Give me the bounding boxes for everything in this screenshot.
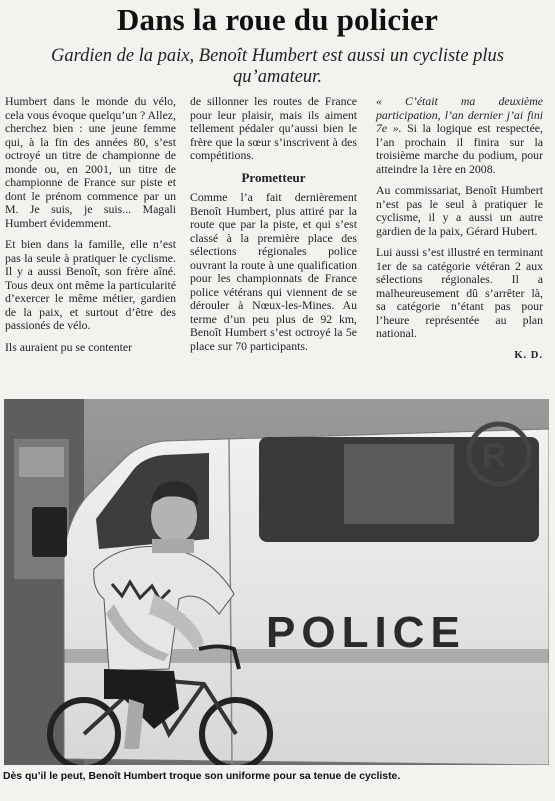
col1-paragraph-2: Et bien dans la famille, elle n’est pas la seule à pratiquer le cyclisme. Il y a aussi Benoît, son frère aîné. Tous deux ont même la particularité d’exercer le même métier, gardien de la paix, et surtout d’être des passionés de vélo. [5, 237, 176, 332]
photo-caption: Dès qu’il le peut, Benoît Humbert troque son uniforme pour sa tenue de cycliste. [3, 771, 401, 782]
col3-paragraph-3: Lui aussi s’est illustré en terminant 1er de sa catégorie vétéran 2 aux sélections régionales. Il a malheureusement dû s’arrêter là, sa catégorie n’étant pas pour l’heure représentée au plan national. [376, 245, 543, 340]
column-3 [376, 95, 543, 362]
article-photo [4, 399, 549, 765]
deck-subtitle: Gardien de la paix, Benoît Humbert est aussi un cycliste plus qu’amateur. [50, 46, 504, 87]
col3-paragraph-1-rest: Si la logique est respectée, l’an prochain il finira sur la troisième marche du podium, pour atteindre la 1ère en 2008. [376, 121, 543, 176]
col1-paragraph-1: Humbert dans le monde du vélo, cela vous évoque quelqu’un ? Allez, cherchez bien : une jeune femme qui, à la fin des années 80, s’est octroyé un titre de championne de monde ou, en 2001, un titre de championne de France sur piste et dont le prénom commence par un M. Je suis, je suis... Magali Humbert évidemment. [5, 94, 176, 230]
column-2 [190, 95, 357, 361]
col1-paragraph-3: Ils auraient pu se contenter [5, 339, 133, 354]
photo-illustration [4, 399, 549, 765]
col3-paragraph-2: Au commissariat, Benoît Humbert n’est pas le seul à pratiquer le cyclisme, il y a aussi un autre gardien de la paix, Gérard Hubert. [376, 183, 543, 238]
headline: Dans la roue du policier [116, 2, 439, 37]
quote: « C’était ma deuxième participation, l’an dernier j’ai fini 7e ». [376, 94, 543, 135]
byline: K. D. [514, 349, 543, 361]
col3-paragraph-1 [376, 95, 543, 176]
col2-paragraph-1: de sillonner les routes de France pour leur plaisir, mais ils aiment tellement pédaler qu’aussi bien le frère que la sœur s’inscrivent à des compétitions. [190, 94, 357, 162]
svg-text:R: R [482, 437, 507, 475]
van-police-lettering: POLICE [266, 608, 466, 657]
column-1 [5, 95, 176, 362]
subhead-prometteur: Prometteur [241, 169, 306, 185]
col2-paragraph-2: Comme l’a fait dernièrement Benoît Humbert, plus attiré par la route que par la piste, et qui s’est classé à la première place des sélections régionales police ouvrant la route à une qualification pour les championnats de France police vétérans qui viennent de se dérouler à Nœux-les-Mines. Au terme d’un peu plus de 92 km, Benoît Humbert s’est octroyé la 5e place sur 70 participants. [190, 190, 357, 353]
